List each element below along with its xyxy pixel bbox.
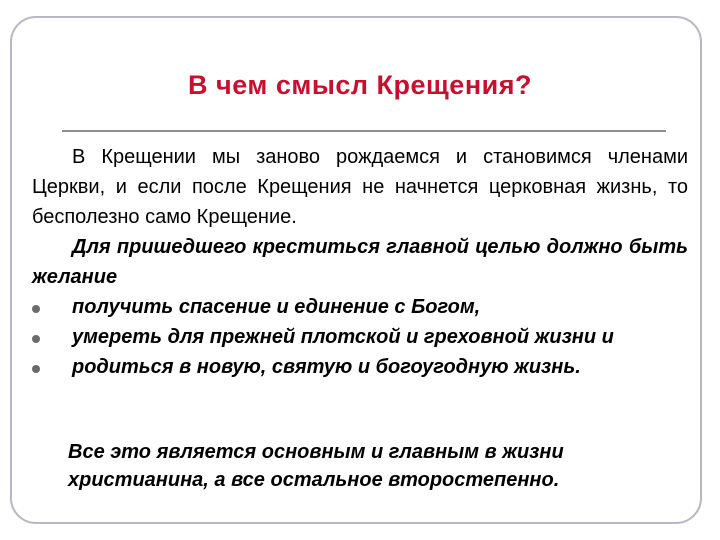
paragraph-baptism-meaning: В Крещении мы заново рождаемся и становимся членами Церкви, и если после Крещения не начнется церковная жизнь, то бесполезно само Крещение.	[32, 146, 688, 228]
bullet-item-die-to-old-life	[32, 322, 688, 352]
slide-body	[32, 142, 688, 382]
title-divider	[62, 130, 666, 132]
closing-line-2: христианина, а все остальное второстепенно.	[68, 469, 560, 491]
bullet-dot-icon	[32, 335, 40, 343]
slide-title: В чем смысл Крещения?	[188, 70, 532, 100]
bullet-text: получить спасение и единение с Богом,	[72, 296, 481, 318]
bullet-text: умереть для прежней плотской и греховной жизни и	[72, 326, 614, 348]
closing-line-1: Все это является основным и главным в жизни	[68, 441, 564, 463]
bullet-item-salvation	[32, 292, 688, 322]
bullet-item-new-life	[32, 352, 688, 382]
bullet-dot-icon	[32, 305, 40, 313]
bullet-dot-icon	[32, 365, 40, 373]
goal-bullet-list	[32, 292, 688, 382]
closing-statement	[68, 438, 688, 494]
bullet-text: родиться в новую, святую и богоугодную жизнь.	[72, 356, 581, 378]
paragraph-goal: Для пришедшего креститься главной целью должно быть желание	[32, 236, 688, 288]
